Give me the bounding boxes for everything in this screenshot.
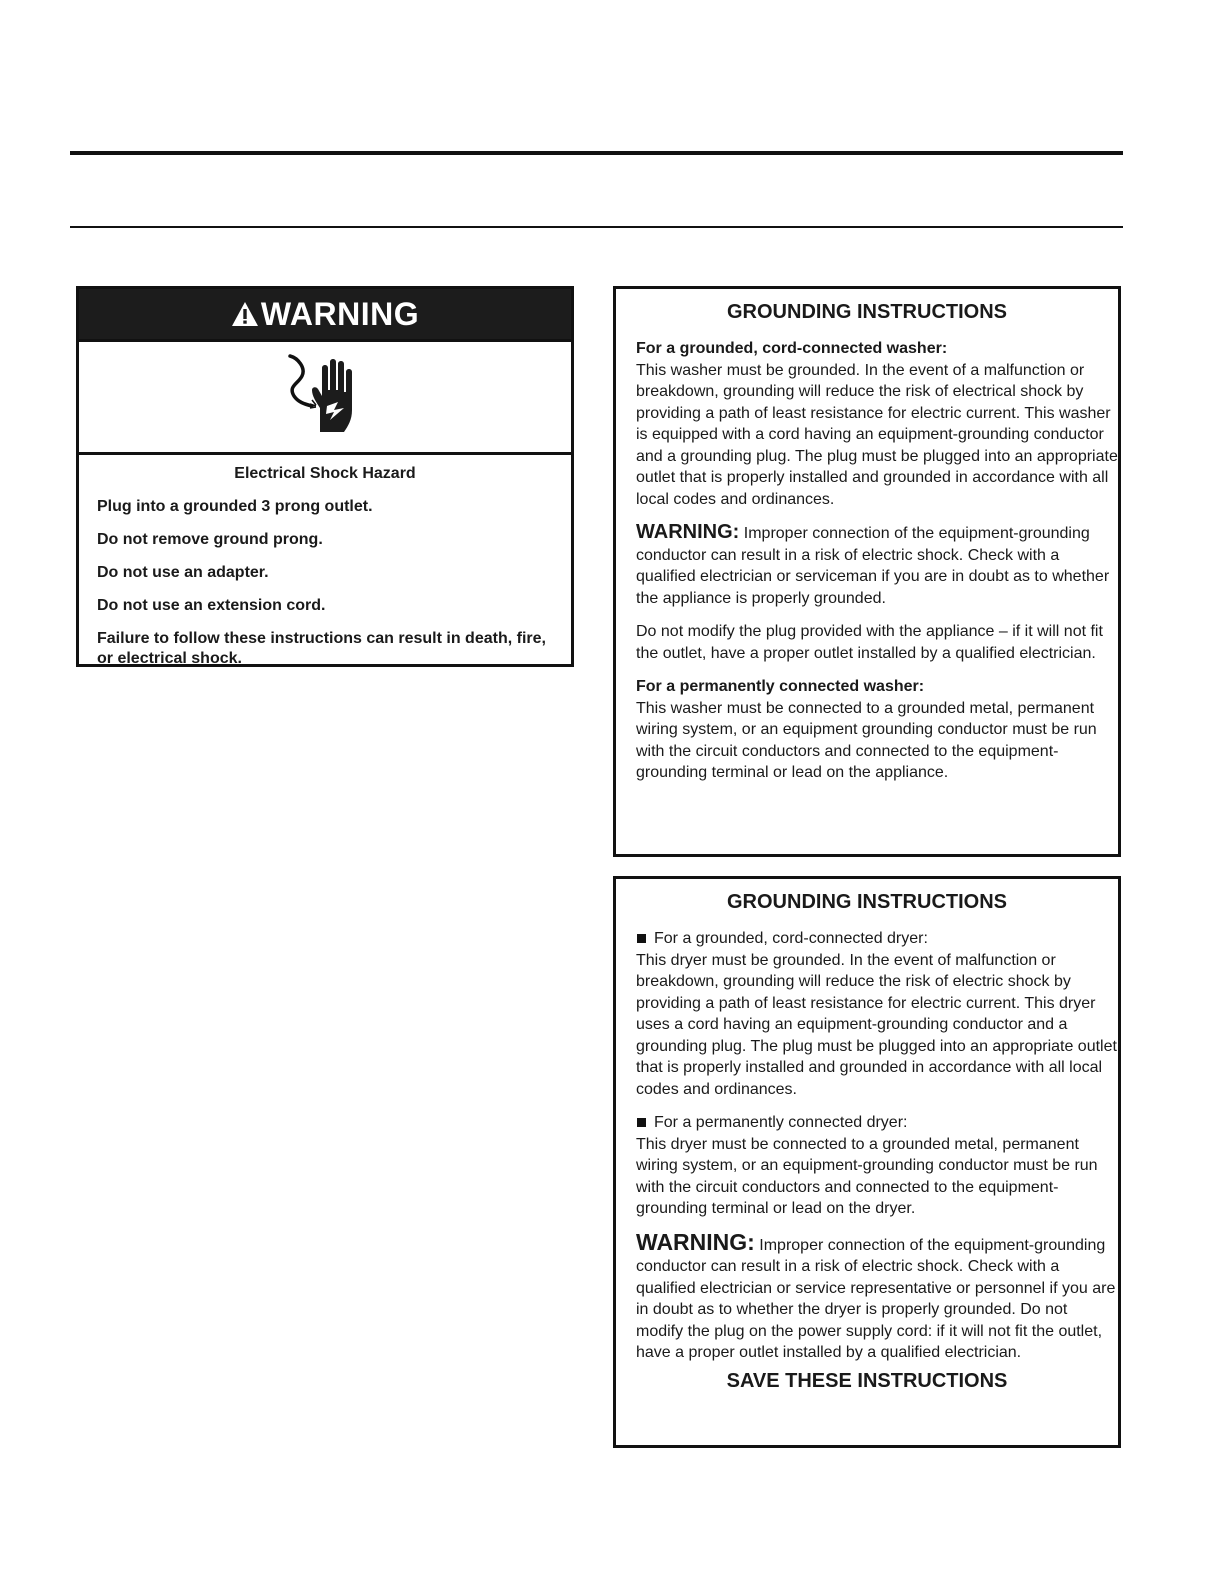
washer-warning-paragraph (636, 522, 1118, 609)
warning-line: Plug into a grounded 3 prong outlet. (97, 498, 373, 515)
dryer-perm-text: This dryer must be connected to a grounded metal, permanent wiring system, or an equipment-grounding conductor must be run with the circuit conductors and connected to the equipment-grounding terminal or lead on the dryer. (636, 1135, 1098, 1217)
dryer-perm-heading: For a permanently connected dryer: (654, 1114, 908, 1131)
warning-line: Failure to follow these instructions can result in death, fire, or electrical shock. (97, 630, 546, 667)
warning-text-block (79, 455, 571, 669)
dryer-warning-text: Improper connection of the equipment-grounding conductor can result in a risk of electric shock. Check with a qualified electrician or service representative or personnel if you are in doubt as to whether the dryer is properly grounded. Do not modify the plug on the power supply cord: if it will not fit the outlet, have a proper outlet installed by a qualified electrician. (636, 1236, 1116, 1361)
warning-line: Do not remove ground prong. (97, 531, 323, 548)
washer-grounding-title: GROUNDING INSTRUCTIONS (727, 301, 1007, 323)
dryer-perm-heading-row (636, 1112, 1118, 1134)
dryer-cord-text: This dryer must be grounded. In the event of malfunction or breakdown, grounding will reduce the risk of electric shock by providing a path of least resistance for electric current. This dryer uses a cord having an equipment-grounding conductor and a grounding plug. The plug must be plugged into an appropriate outlet that is properly installed and grounded in accordance with all local codes and ordinances. (636, 951, 1117, 1098)
washer-warning-text: Improper connection of the equipment-grounding conductor can result in a risk of electric shock. Check with a qualified electrician or serviceman if you are in doubt as to whether the appliance is properly grounded. (636, 525, 1110, 607)
dryer-warning-label: WARNING: (636, 1228, 755, 1255)
warning-line: Do not use an adapter. (97, 564, 269, 581)
square-bullet-icon (637, 1118, 646, 1127)
top-rule (70, 151, 1123, 155)
dryer-warning-paragraph (636, 1228, 1118, 1364)
dryer-grounding-title: GROUNDING INSTRUCTIONS (727, 891, 1007, 913)
electric-shock-hand-icon (280, 350, 370, 445)
hazard-title: Electrical Shock Hazard (234, 465, 416, 482)
washer-perm-text: This washer must be connected to a grounded metal, permanent wiring system, or an equipment grounding conductor must be run with the circuit conductors and connected to the equipment-grounding terminal or lead on the appliance. (636, 699, 1097, 781)
warning-box (76, 286, 574, 667)
washer-perm-heading: For a permanently connected washer: (636, 678, 925, 695)
washer-modify-text: Do not modify the plug provided with the appliance – if it will not fit the outlet, have a proper outlet installed by a qualified electrician. (636, 623, 1103, 662)
section-rule (70, 226, 1123, 228)
warning-header (79, 289, 571, 342)
save-instructions: SAVE THESE INSTRUCTIONS (726, 1369, 1008, 1392)
dryer-cord-heading-row (636, 928, 1118, 950)
washer-grounding-box (613, 286, 1121, 857)
dryer-grounding-box (613, 876, 1121, 1448)
square-bullet-icon (637, 934, 646, 943)
washer-cord-text: This washer must be grounded. In the event of a malfunction or breakdown, grounding will reduce the risk of electrical shock by providing a path of least resistance for electric current. This washer is equipped with a cord having an equipment-grounding conductor and a grounding plug. The plug must be plugged into an appropriate outlet that is properly installed and grounded in accordance with all local codes and ordinances. (636, 361, 1118, 508)
washer-warning-label: WARNING: (636, 521, 740, 543)
shock-icon-area (79, 342, 571, 455)
warning-triangle-icon (231, 301, 259, 327)
warning-line: Do not use an extension cord. (97, 597, 326, 614)
washer-cord-heading: For a grounded, cord-connected washer: (636, 340, 948, 357)
warning-title: WARNING (260, 295, 420, 332)
dryer-cord-heading: For a grounded, cord-connected dryer: (654, 930, 928, 947)
